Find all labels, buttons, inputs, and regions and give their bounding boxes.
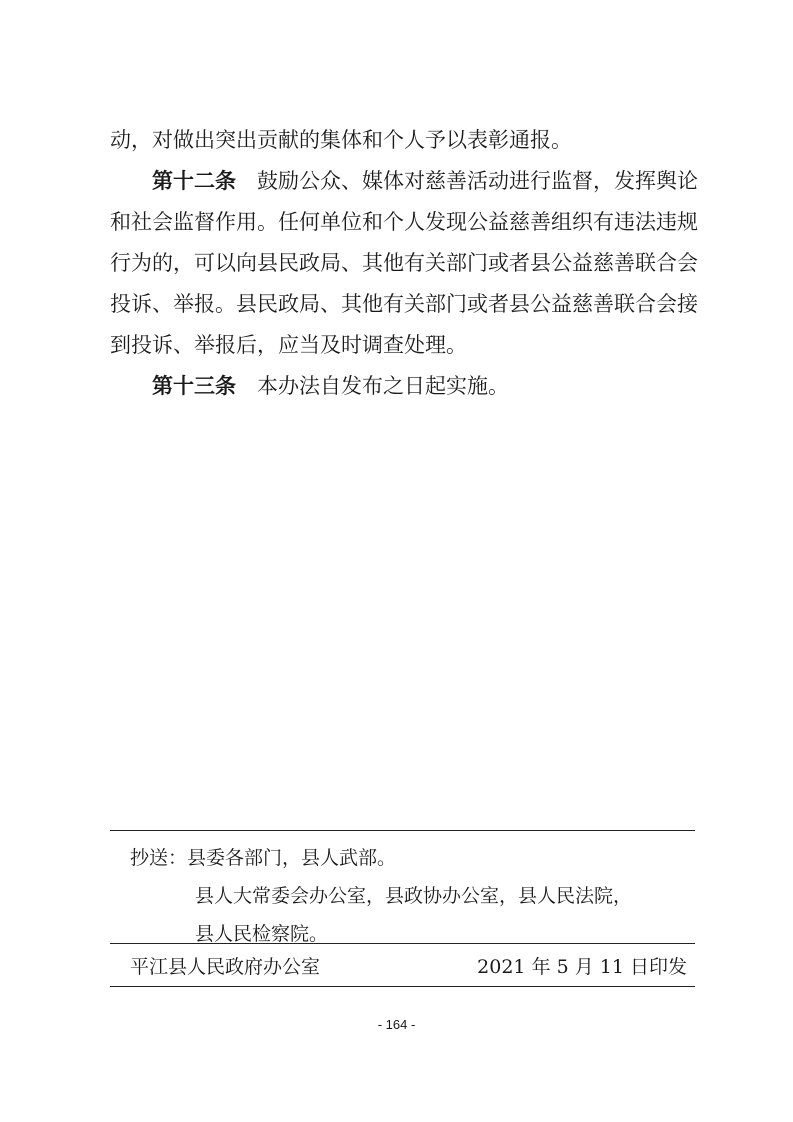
cc-list	[130, 839, 632, 953]
article-13-title: 第十三条	[152, 374, 236, 398]
article-12-line-2: 和社会监督作用。任何单位和个人发现公益慈善组织有违法违规	[110, 210, 698, 234]
article-12-line-4: 投诉、举报。县民政局、其他有关部门或者县公益慈善联合会接	[110, 292, 698, 316]
cc-recipients-3: 县人民检察院。	[195, 923, 329, 945]
article-12-line-5: 到投诉、举报后，应当及时调查处理。	[110, 333, 467, 357]
article-13-text: 本办法自发布之日起实施。	[257, 374, 509, 398]
article-12-line-1	[110, 161, 698, 202]
cc-recipients-2: 县人大常委会办公室，县政协办公室，县人民法院，	[195, 885, 633, 907]
article-12-title: 第十二条	[152, 169, 236, 193]
cc-row-1	[130, 839, 632, 877]
paragraph-continuation: 动，对做出突出贡献的集体和个人予以表彰通报。	[110, 128, 572, 152]
issue-date: 2021 年 5 月 11 日印发	[477, 956, 687, 978]
page-number: - 164 -	[377, 1017, 416, 1032]
article-13-line	[110, 366, 695, 407]
article-12-text-1: 鼓励公众、媒体对慈善活动进行监督，发挥舆论	[257, 169, 698, 193]
cc-label: 抄送：	[130, 847, 188, 869]
issuing-office: 平江县人民政府办公室	[130, 956, 321, 978]
footer-rule-bottom	[110, 986, 695, 987]
document-body	[110, 120, 698, 407]
article-12-line-3: 行为的，可以向县民政局、其他有关部门或者县公益慈善联合会	[110, 251, 698, 275]
footer-rule-top	[110, 830, 695, 831]
cc-recipients-1: 县委各部门，县人武部。	[187, 847, 397, 869]
footer-rule-middle	[110, 943, 695, 944]
